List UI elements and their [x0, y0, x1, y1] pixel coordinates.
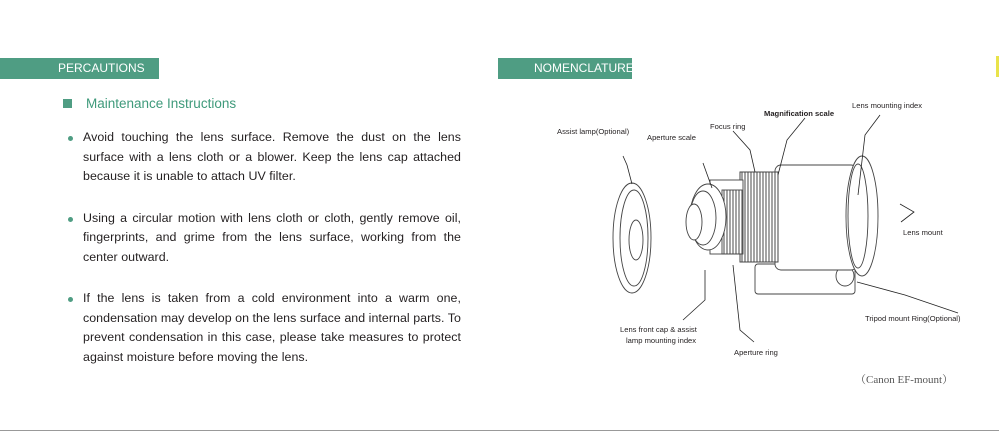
lens-body-drawing: [686, 156, 878, 294]
callout-magnification-scale: Magnification scale: [764, 109, 835, 118]
instruction-text: If the lens is taken from a cold environment into a warm one, condensation may develop on the lens surface and internal parts. To prevent condensation in this case, please take measures to protect against moisture before moving the lens.: [83, 291, 461, 364]
instruction-text: Using a circular motion with lens cloth or cloth, gently remove oil, fingerprints, and grime from the lens surface, working from the center outward.: [83, 210, 461, 264]
precautions-tab-label: PERCAUTIONS: [58, 61, 145, 75]
callout-front-cap-line2: lamp mounting index: [626, 336, 697, 345]
callout-focus-ring: Focus ring: [710, 122, 746, 131]
callout-lens-mount: Lens mount: [903, 228, 943, 237]
callout-aperture-ring: Aperture ring: [734, 348, 778, 357]
section-title: Maintenance Instructions: [86, 96, 237, 111]
callout-lens-mounting-index: Lens mounting index: [852, 101, 923, 110]
callout-front-cap-line1: Lens front cap & assist: [620, 325, 697, 334]
callout-assist-lamp: Assist lamp(Optional): [557, 127, 630, 136]
callout-aperture-scale: Aperture scale: [647, 133, 696, 142]
bottom-rule: [0, 430, 999, 431]
instruction-text: Avoid touching the lens surface. Remove the dust on the lens surface with a lens cloth or a blower. Keep the lens cap attached because it is unable to attach UV filter.: [83, 130, 461, 183]
callout-tripod-mount-ring: Tripod mount Ring(Optional): [865, 314, 961, 323]
nomenclature-tab-label: NOMENCLATURE: [534, 61, 634, 75]
mount-caption: （Canon EF-mount）: [855, 374, 954, 386]
assist-lamp-drawing: [613, 183, 651, 293]
